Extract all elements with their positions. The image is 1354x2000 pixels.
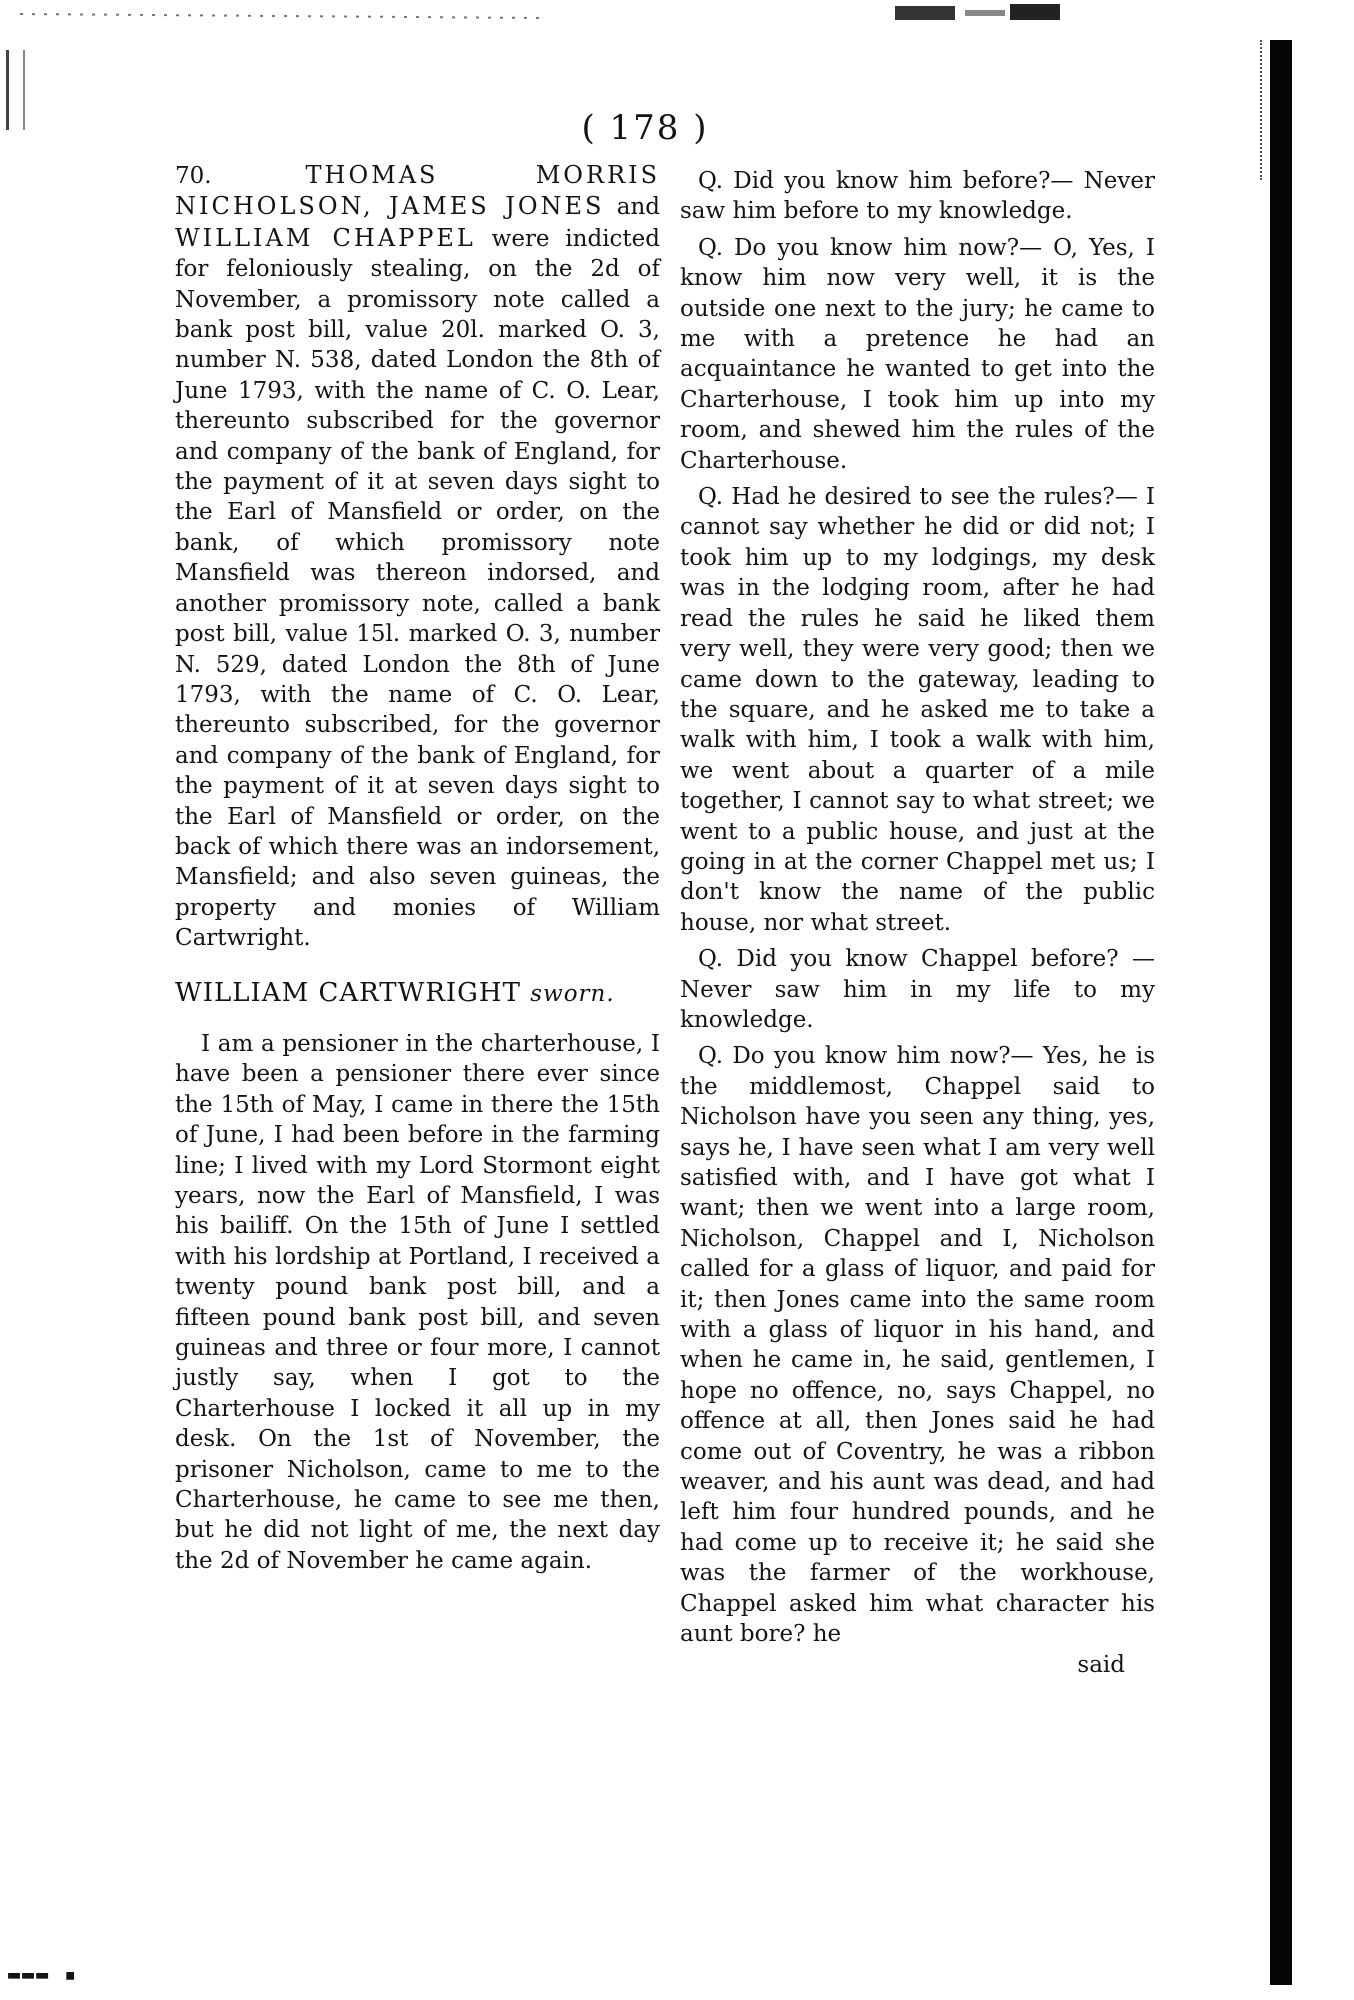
witness-sworn: sworn. bbox=[530, 980, 615, 1007]
scan-noise-graphic bbox=[0, 0, 1354, 30]
witness-heading bbox=[175, 978, 660, 1009]
question-paragraph-3: Q. Had he desired to see the rules?— I cannot say whether he did or did not; I took him up to my lodgings, my desk was in the lodging room, after he had read the rules he said he liked them very well, they were very good; then we came down to the gateway, leading to the square, and he asked me to take a walk with him, I took a walk with him, we went about a quarter of a mile together, I cannot say to what street; we went to a public house, and just at the going in at the corner Chappel met us; I don't know the name of the public house, nor what street. bbox=[680, 484, 1155, 936]
testimony-paragraph: I am a pensioner in the charterhouse, I have been a pensioner there ever since the 15th of May, I came in there the 15th of June, I had been before in the farming line; I lived with my Lord Stormont eight years, now the Earl of Mansfield, I was his bailiff. On the 15th of June I settled with his lordship at Portland, I received a twenty pound bank post bill, and a fifteen pound bank post bill, and seven guineas and three or four more, I cannot justly say, when I got to the Charterhouse I locked it all up in my desk. On the 1st of November, the prisoner Nicholson, came to me to the Charterhouse, he came to see me then, but he did not light of me, the next day the 2d of November he came again. bbox=[175, 1030, 660, 1574]
scan-header-noise bbox=[0, 0, 1354, 30]
binding-edge-bar bbox=[1270, 40, 1292, 1985]
left-column bbox=[175, 160, 660, 1576]
entry-number: 70. bbox=[175, 163, 212, 189]
right-margin-ticks bbox=[1260, 40, 1270, 180]
defendant-names-3: WILLIAM CHAPPEL bbox=[175, 223, 476, 252]
question-paragraph-4: Q. Did you know Chappel before? — Never saw him in my life to my knowledge. bbox=[680, 946, 1155, 1033]
witness-name: WILLIAM CARTWRIGHT bbox=[175, 977, 521, 1008]
page-number: ( 178 ) bbox=[581, 108, 709, 148]
indictment-text: were indicted for feloniously stealing, on the 2d of November, a promissory note called a bank post bill, value 20l. marked O. 3, number N. 538, dated London the 8th of June 1793, with the name of C. O. Lear, thereunto subscribed for the governor and company of the bank of England, for the payment of it at seven days sight to the Earl of Mansfield or order, on the bank, of which promissory note Mansfield was thereon indorsed, and another promissory note, called a bank post bill, value 15l. marked O. 3, number N. 529, dated London the 8th of June 1793, with the name of C. O. Lear, thereunto subscribed, for the governor and company of the bank of England, for the payment of it at seven days sight to the Earl of Mansfield or order, on the back of which there was an indorsement, Mansfield; and also seven guineas, the property and monies of William Cartwright. bbox=[175, 225, 661, 952]
indictment-paragraph bbox=[175, 160, 660, 954]
question-paragraph-2: Q. Do you know him now?— O, Yes, I know him now very well, it is the outside one next to the jury; he came to me with a pretence he had an acquaintance he wanted to get into the Charterhouse, I took him up into my room, and shewed him the rules of the Charterhouse. bbox=[680, 234, 1155, 474]
catchword: said bbox=[1077, 1651, 1125, 1678]
defendant-names-2: NICHOLSON, JAMES JONES bbox=[175, 192, 605, 221]
right-column bbox=[680, 160, 1155, 1680]
left-margin-marks bbox=[6, 50, 25, 130]
bottom-margin-marks: ▬▬▬ ▪ bbox=[8, 1962, 79, 1986]
defendant-names-1: THOMAS MORRIS bbox=[305, 161, 661, 189]
defendant-and: and bbox=[616, 194, 661, 221]
question-paragraph-1: Q. Did you know him before?— Never saw him before to my knowledge. bbox=[680, 168, 1155, 225]
question-paragraph-5: Q. Do you know him now?— Yes, he is the middlemost, Chappel said to Nicholson have you seen any thing, yes, says he, I have seen what I am very well satisfied with, and I have got what I want; then we went into a large room, Nicholson, Chappel and I, Nicholson called for a glass of liquor, and paid for it; then Jones came into the same room with a glass of liquor in his hand, and when he came in, he said, gentlemen, I hope no offence, no, says Chappel, no offence at all, then Jones said he had come out of Coventry, he was a ribbon weaver, and his aunt was dead, and had left him four hundred pounds, and he had come up to receive it; he said she was the farmer of the workhouse, Chappel asked him what character his aunt bore? he bbox=[680, 1043, 1155, 1648]
